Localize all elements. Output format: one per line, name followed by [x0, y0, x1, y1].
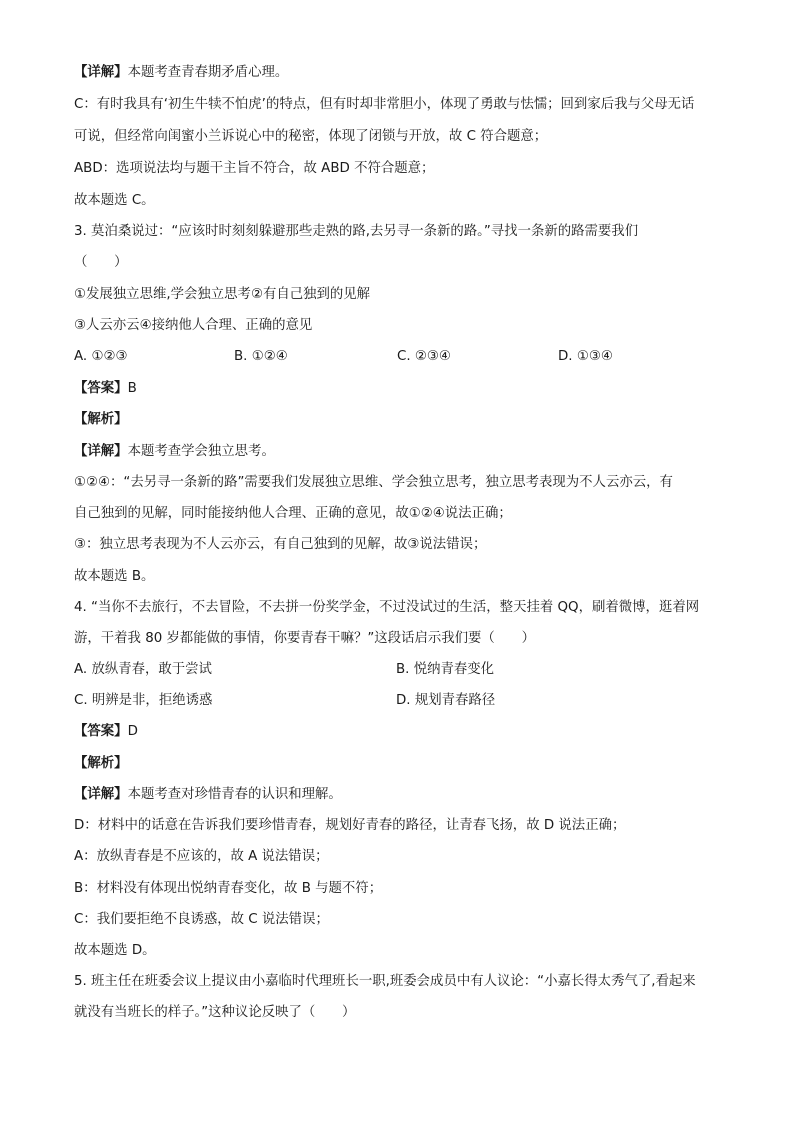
q4-answer: [74, 722, 138, 742]
q2-conclusion: 故本题选 C。: [74, 193, 155, 208]
q3-explanation-line2: 自己独到的见解，同时能接纳他人合理、正确的意见，故①②④说法正确；: [74, 506, 512, 521]
q4-stem-line1: 4. “当你不去旅行，不去冒险，不去拼一份奖学金，不过没试过的生活，整天挂着 QQ，刷着微博，逛着网: [74, 600, 700, 615]
q4-explanation-line1: D：材料中的话意在告诉我们要珍惜青春，规划好青春的路径，让青春飞扬，故 D 说法正确；: [74, 818, 626, 833]
answer-value: B: [127, 381, 137, 396]
answer-label: 【答案】: [74, 724, 128, 739]
q5-stem-line2: 就没有当班长的样子。”这种议论反映了（ ）: [74, 1005, 356, 1020]
q3-option-c: C. ②③④: [397, 349, 451, 364]
q5-stem-line1: 5. 班主任在班委会议上提议由小嘉临时代理班长一职,班委会成员中有人议论：“小嘉长得太秀气了,看起来: [74, 974, 696, 989]
q3-conclusion: 故本题选 B。: [74, 569, 155, 584]
q4-explanation-line4: C：我们要拒绝不良诱惑，故 C 说法错误；: [74, 912, 329, 927]
q4-detail: [74, 785, 342, 805]
detail-label: 【详解】: [74, 444, 128, 459]
q4-option-c: C. 明辨是非，拒绝诱惑: [74, 693, 213, 708]
analysis-label: 【解析】: [74, 756, 128, 771]
analysis-label: 【解析】: [74, 412, 128, 427]
q3-analysis-label: [74, 410, 128, 430]
detail-text: 本题考查学会独立思考。: [127, 444, 275, 459]
q4-options-row2: [74, 691, 724, 711]
q4-options-row1: [74, 660, 724, 680]
q4-option-d: D. 规划青春路径: [396, 693, 496, 708]
q3-option-d: D. ①③④: [558, 349, 613, 364]
q4-stem-line2: 游，干着我 80 岁都能做的事情，你要青春干嘛？”这段话启示我们要（ ）: [74, 631, 535, 646]
q4-conclusion: 故本题选 D。: [74, 943, 156, 958]
q2-explanation-c-line2: 可说，但经常向闺蜜小兰诉说心中的秘密，体现了闭锁与开放，故 C 符合题意；: [74, 129, 548, 144]
q3-options: [74, 347, 724, 367]
q3-explanation-line1: ①②④：“去另寻一条新的路”需要我们发展独立思维、学会独立思考，独立思考表现为不人云亦云，有: [74, 475, 673, 490]
q2-detail: [74, 63, 288, 83]
q4-explanation-line2: A：放纵青春是不应该的，故 A 说法错误；: [74, 849, 329, 864]
q3-items-line2: ③人云亦云④接纳他人合理、正确的意见: [74, 318, 313, 333]
answer-value: D: [127, 724, 138, 739]
q3-items-line1: ①发展独立思维,学会独立思考②有自己独到的见解: [74, 287, 371, 302]
detail-text: 本题考查对珍惜青春的认识和理解。: [127, 787, 342, 802]
q3-detail: [74, 442, 275, 462]
q4-option-b: B. 悦纳青春变化: [396, 662, 495, 677]
q3-option-b: B. ①②④: [234, 349, 288, 364]
answer-label: 【答案】: [74, 381, 128, 396]
q2-explanation-c-line1: C：有时我具有‘初生牛犊不怕虎’的特点，但有时却非常胆小，体现了勇敢与怯懦；回到家后我与父母无话: [74, 97, 695, 112]
q4-analysis-label: [74, 754, 128, 774]
q4-explanation-line3: B：材料没有体现出悦纳青春变化，故 B 与题不符；: [74, 881, 383, 896]
detail-label: 【详解】: [74, 787, 128, 802]
q3-explanation-line3: ③：独立思考表现为不人云亦云，有自己独到的见解，故③说法错误；: [74, 537, 487, 552]
q3-answer: [74, 379, 137, 399]
q3-stem-line2: （ ）: [74, 255, 128, 270]
q3-stem-line1: 3. 莫泊桑说过：“应该时时刻刻躲避那些走熟的路,去另寻一条新的路。”寻找一条新的路需要我们: [74, 224, 639, 239]
q3-option-a: A. ①②③: [74, 349, 128, 364]
q2-explanation-abd: ABD：选项说法均与题干主旨不符合，故 ABD 不符合题意；: [74, 161, 435, 176]
detail-text: 本题考查青春期矛盾心理。: [127, 65, 289, 80]
q4-option-a: A. 放纵青春，敢于尝试: [74, 662, 212, 677]
detail-label: 【详解】: [74, 65, 128, 80]
